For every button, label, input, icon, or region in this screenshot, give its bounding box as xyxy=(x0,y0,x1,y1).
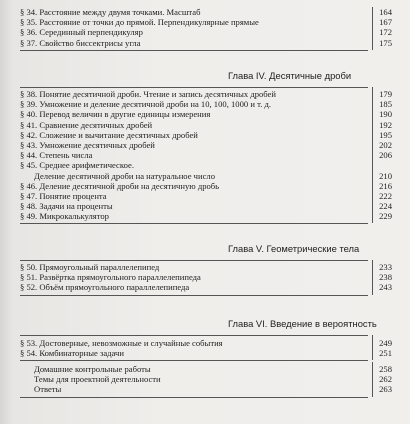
toc-row xyxy=(20,150,392,160)
toc-page-number: 258 xyxy=(379,364,392,374)
toc-page-number: 224 xyxy=(379,201,392,212)
toc-page-number: 192 xyxy=(379,119,392,130)
toc-entry-title: § 42. Сложение и вычитание десятичных дробей xyxy=(20,129,198,140)
toc-entry-title: § 52. Объём прямоугольного параллелепипеда xyxy=(20,282,190,293)
toc-block-ch6 xyxy=(20,338,392,358)
divider-line xyxy=(20,260,368,261)
toc-page-number: 249 xyxy=(379,338,392,348)
chapter-heading-v: Глава V. Геометрические тела xyxy=(228,243,360,254)
toc-row xyxy=(20,17,392,27)
toc-row xyxy=(20,89,392,99)
toc-page-number: 233 xyxy=(379,262,392,272)
toc-row xyxy=(20,338,392,348)
toc-row xyxy=(20,282,392,292)
divider-line xyxy=(20,360,368,361)
toc-entry-title: § 37. Свойство биссектрисы угла xyxy=(20,37,141,48)
toc-row xyxy=(20,130,392,140)
page-column-line xyxy=(372,87,373,223)
toc-page-number: 216 xyxy=(379,180,392,191)
toc-row xyxy=(20,384,392,394)
toc-entry-title: § 51. Развёртка прямоугольного параллелепипеда xyxy=(20,272,201,283)
toc-row xyxy=(20,272,392,282)
toc-entry-title: § 38. Понятие десятичной дроби. Чтение и запись десятичных дробей xyxy=(20,89,276,99)
toc-page-number: 175 xyxy=(379,37,392,48)
toc-row xyxy=(20,364,392,374)
toc-entry-title: Ответы xyxy=(34,384,62,395)
toc-page-number: 179 xyxy=(379,89,392,99)
toc-entry-title: § 49. Микрокалькулятор xyxy=(20,211,109,222)
toc-entry-title: § 47. Понятие процента xyxy=(20,190,107,201)
toc-page-number: 172 xyxy=(379,27,392,38)
toc-page-number: 251 xyxy=(379,348,392,359)
toc-row xyxy=(20,99,392,109)
toc-row xyxy=(20,201,392,211)
toc-page-number: 202 xyxy=(379,139,392,150)
toc-row xyxy=(20,181,392,191)
toc-entry-title: § 54. Комбинаторные задачи xyxy=(20,348,124,359)
page-column-line xyxy=(372,362,373,397)
toc-entry-title: § 41. Сравнение десятичных дробей xyxy=(20,119,153,130)
toc-entry-title: § 34. Расстояние между двумя точками. Масштаб xyxy=(20,7,201,17)
toc-page-number: 229 xyxy=(379,211,392,222)
chapter-heading-iv: Глава IV. Десятичные дроби xyxy=(228,70,352,81)
toc-block-ch5 xyxy=(20,263,392,293)
chapter-heading-vi: Глава VI. Введение в вероятность xyxy=(228,318,377,329)
toc-block-ch4 xyxy=(20,89,392,221)
toc-entry-title: Темы для проектной деятельности xyxy=(34,374,161,385)
toc-page-number: 167 xyxy=(379,17,392,28)
toc-page-number: 263 xyxy=(379,384,392,395)
toc-page-number: 238 xyxy=(379,272,392,283)
page-column-line xyxy=(372,260,373,295)
toc-entry-title: § 46. Деление десятичной дроби на десятичную дробь xyxy=(20,180,220,191)
toc-entry-title: § 39. Умножение и деление десятичной дроби на 10, 100, 1000 и т. д. xyxy=(20,99,272,110)
toc-row xyxy=(20,211,392,221)
divider-line xyxy=(20,397,368,398)
toc-page-number: 210 xyxy=(379,170,392,181)
toc-entry-title: § 44. Степень числа xyxy=(20,150,93,161)
toc-entry-title: § 36. Серединный перпендикуляр xyxy=(20,27,143,38)
toc-row xyxy=(20,374,392,384)
divider-line xyxy=(20,87,368,88)
toc-entry-title: § 43. Умножение десятичных дробей xyxy=(20,139,155,150)
divider-line xyxy=(20,295,368,296)
toc-page-number: 185 xyxy=(379,99,392,110)
toc-block-ch3-end xyxy=(20,7,392,48)
toc-row xyxy=(20,27,392,37)
toc-page-number: 262 xyxy=(379,374,392,385)
toc-entry-title: Деление десятичной дроби на натуральное число xyxy=(34,170,215,181)
toc-entry-title: § 35. Расстояние от точки до прямой. Перпендикулярные прямые xyxy=(20,17,259,28)
toc-entry-title: § 48. Задачи на проценты xyxy=(20,201,113,212)
toc-row xyxy=(20,160,392,170)
toc-entry-title: § 53. Достоверные, невозможные и случайные события xyxy=(20,338,223,348)
toc-page-number: 190 xyxy=(379,109,392,120)
page-column-line xyxy=(372,335,373,360)
page-column-line xyxy=(372,7,373,50)
toc-row xyxy=(20,191,392,201)
toc-entry-title: § 40. Перевод величин в другие единицы измерения xyxy=(20,109,211,120)
toc-entry-title: § 45. Среднее арифметическое. xyxy=(20,160,134,171)
divider-line xyxy=(20,223,368,224)
toc-entry-title: § 50. Прямоугольный параллелепипед xyxy=(20,262,160,272)
toc-row xyxy=(20,7,392,17)
page-gutter xyxy=(0,0,14,424)
toc-entry-title: Домашние контрольные работы xyxy=(34,364,151,374)
toc-page-number: 222 xyxy=(379,190,392,201)
divider-line xyxy=(20,335,368,336)
toc-page-number: 243 xyxy=(379,282,392,293)
toc-row xyxy=(20,171,392,181)
toc-row xyxy=(20,109,392,119)
toc-row xyxy=(20,348,392,358)
toc-block-appendix xyxy=(20,364,392,395)
toc-page-number: 206 xyxy=(379,150,392,161)
toc-page-number: 195 xyxy=(379,129,392,140)
divider-line xyxy=(20,50,368,51)
toc-row xyxy=(20,120,392,130)
toc-row xyxy=(20,262,392,272)
toc-row xyxy=(20,38,392,48)
toc-page-number: 164 xyxy=(379,7,392,17)
toc-row xyxy=(20,140,392,150)
